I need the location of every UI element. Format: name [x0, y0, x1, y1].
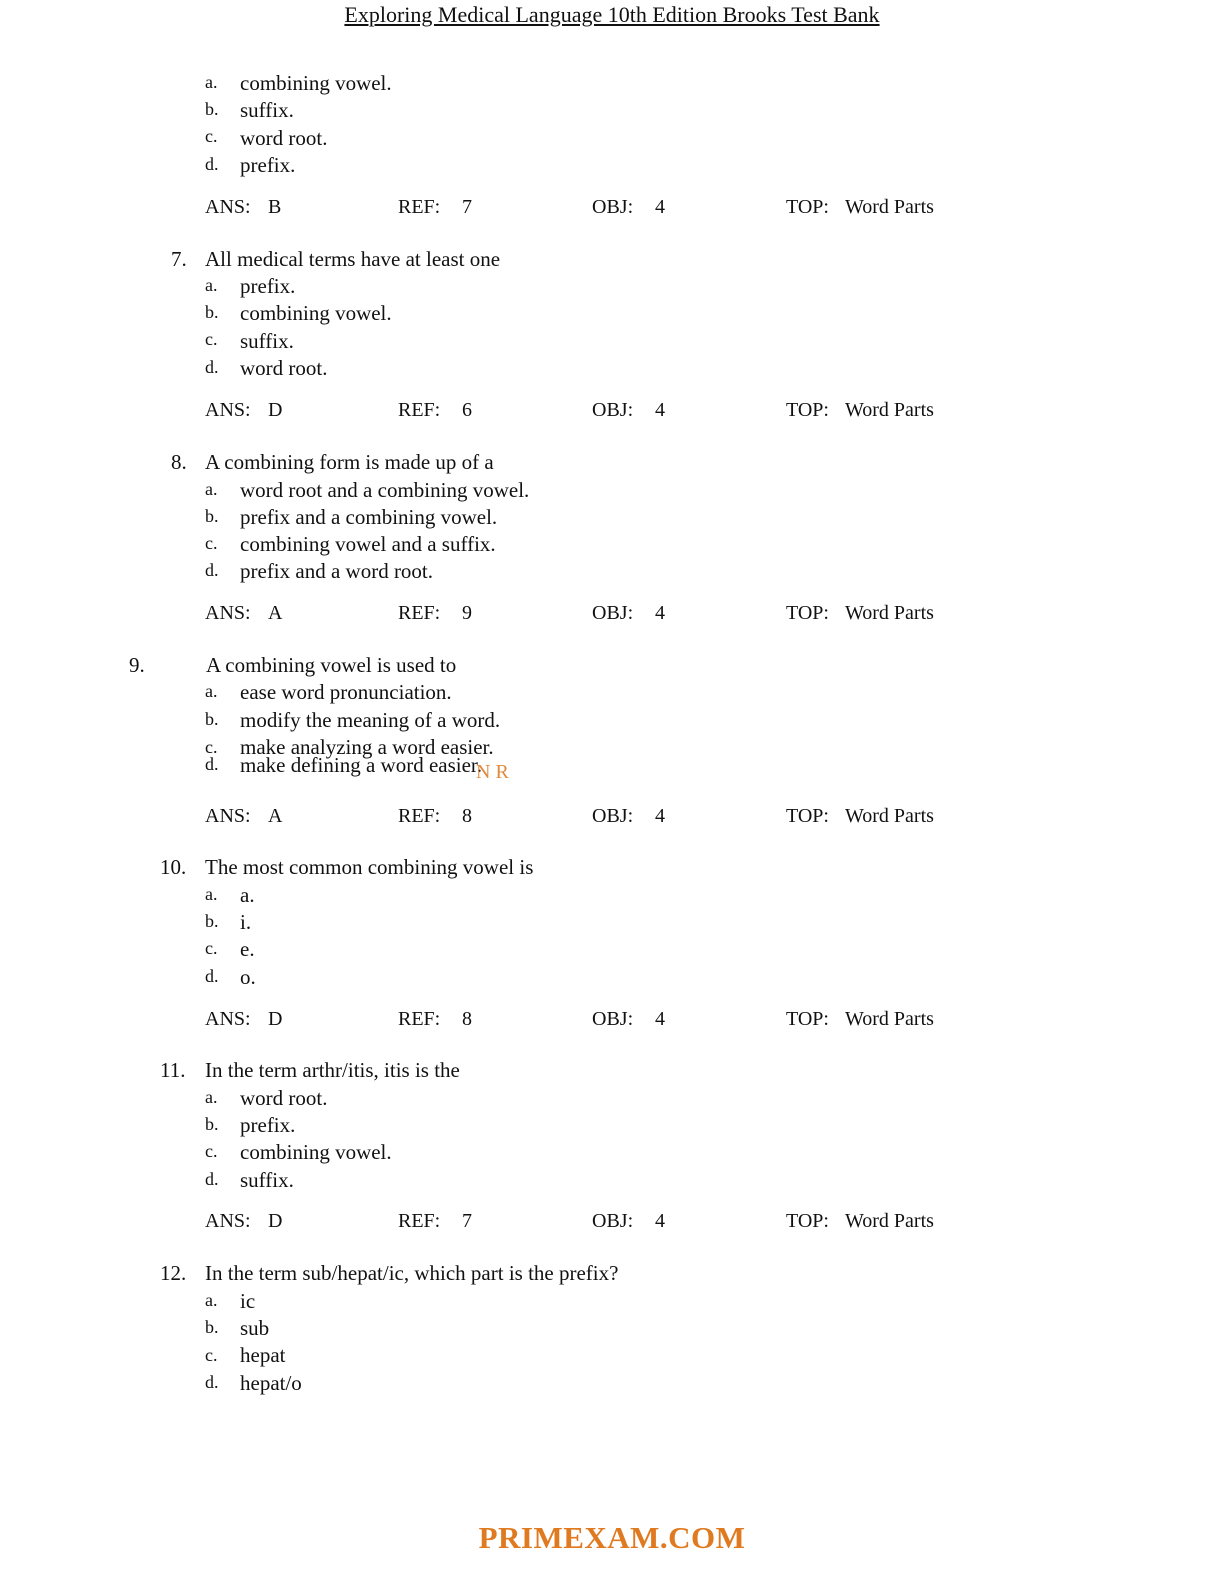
top-value: Word Parts	[845, 602, 934, 624]
option-letter: c.	[205, 126, 218, 146]
ref-value: 8	[462, 1008, 472, 1030]
option-letter: d.	[205, 154, 219, 174]
option-text: suffix.	[240, 329, 294, 353]
option-text: prefix.	[240, 153, 296, 177]
ans-value: D	[268, 1008, 283, 1030]
ref-value: 6	[462, 399, 472, 421]
option-text: word root.	[240, 356, 328, 380]
option-letter: b.	[205, 302, 219, 322]
top-label: TOP:	[786, 196, 829, 218]
top-label: TOP:	[786, 399, 829, 421]
question-number: 10.	[160, 855, 187, 879]
top-label: TOP:	[786, 805, 829, 827]
question-number: 11.	[160, 1058, 186, 1082]
option-letter: d.	[205, 966, 219, 986]
option-text: suffix.	[240, 98, 294, 122]
top-label: TOP:	[786, 602, 829, 624]
obj-label: OBJ:	[592, 1008, 634, 1030]
question-number: 7.	[171, 247, 187, 271]
ans-value: D	[268, 1210, 283, 1232]
option-text: combining vowel.	[240, 1140, 392, 1164]
option-letter: a.	[205, 275, 218, 295]
obj-value: 4	[655, 602, 665, 624]
option-letter: b.	[205, 1114, 219, 1134]
footer-site-watermark: PRIMEXAM.COM	[478, 1520, 746, 1555]
option-letter: b.	[205, 709, 219, 729]
option-text: combining vowel and a suffix.	[240, 532, 496, 556]
obj-value: 4	[655, 1210, 665, 1232]
top-value: Word Parts	[845, 805, 934, 827]
ref-label: REF:	[398, 196, 441, 218]
ans-label: ANS:	[205, 1008, 251, 1030]
option-text: word root.	[240, 126, 328, 150]
top-value: Word Parts	[845, 399, 934, 421]
ref-value: 7	[462, 1210, 472, 1232]
option-letter: c.	[205, 1345, 218, 1365]
option-letter: c.	[205, 533, 218, 553]
obj-value: 4	[655, 399, 665, 421]
top-value: Word Parts	[845, 196, 934, 218]
question-stem: In the term sub/hepat/ic, which part is the prefix?	[205, 1261, 619, 1285]
ans-label: ANS:	[205, 196, 251, 218]
option-letter: c.	[205, 938, 218, 958]
option-text: modify the meaning of a word.	[240, 708, 501, 732]
option-text: prefix and a combining vowel.	[240, 505, 498, 529]
option-letter: a.	[205, 884, 218, 904]
option-letter: c.	[205, 329, 218, 349]
option-letter: a.	[205, 681, 218, 701]
option-letter: c.	[205, 1141, 218, 1161]
option-text: i.	[240, 910, 252, 934]
ref-label: REF:	[398, 602, 441, 624]
ans-label: ANS:	[205, 399, 251, 421]
option-letter: b.	[205, 911, 219, 931]
ans-value: A	[268, 805, 283, 827]
watermark-letters: N R	[476, 761, 509, 783]
option-letter: d.	[205, 357, 219, 377]
option-letter: b.	[205, 99, 219, 119]
option-text: combining vowel.	[240, 301, 392, 325]
document-header-title: Exploring Medical Language 10th Edition Brooks Test Bank	[344, 2, 880, 27]
option-text: prefix.	[240, 274, 296, 298]
obj-label: OBJ:	[592, 196, 634, 218]
obj-value: 4	[655, 805, 665, 827]
option-letter: a.	[205, 479, 218, 499]
ref-value: 8	[462, 805, 472, 827]
option-letter: b.	[205, 1317, 219, 1337]
option-text: word root.	[240, 1086, 328, 1110]
option-letter: d.	[205, 1169, 219, 1189]
question-stem: In the term arthr/itis, itis is the	[205, 1058, 460, 1082]
option-text: word root and a combining vowel.	[240, 478, 530, 502]
option-text: prefix.	[240, 1113, 296, 1137]
top-value: Word Parts	[845, 1210, 934, 1232]
obj-label: OBJ:	[592, 602, 634, 624]
option-letter: d.	[205, 754, 219, 774]
question-number: 9.	[129, 653, 145, 677]
ref-label: REF:	[398, 1210, 441, 1232]
option-text: e.	[240, 937, 255, 961]
option-letter: b.	[205, 506, 219, 526]
option-text: ease word pronunciation.	[240, 680, 452, 704]
option-text: hepat	[240, 1343, 286, 1367]
option-text: prefix and a word root.	[240, 559, 434, 583]
top-label: TOP:	[786, 1008, 829, 1030]
option-text: a.	[240, 883, 255, 907]
ans-value: A	[268, 602, 283, 624]
option-letter: c.	[205, 737, 218, 757]
question-stem: A combining vowel is used to	[206, 653, 457, 677]
option-text: sub	[240, 1316, 270, 1340]
option-text: combining vowel.	[240, 71, 392, 95]
ans-label: ANS:	[205, 1210, 251, 1232]
obj-label: OBJ:	[592, 805, 634, 827]
obj-value: 4	[655, 1008, 665, 1030]
option-letter: d.	[205, 560, 219, 580]
top-label: TOP:	[786, 1210, 829, 1232]
option-text: make defining a word easier.	[240, 753, 482, 777]
ans-value: D	[268, 399, 283, 421]
option-letter: d.	[205, 1372, 219, 1392]
ans-value: B	[268, 196, 282, 218]
option-text: ic	[240, 1289, 256, 1313]
option-text: suffix.	[240, 1168, 294, 1192]
question-stem: The most common combining vowel is	[205, 855, 534, 879]
obj-label: OBJ:	[592, 1210, 634, 1232]
obj-value: 4	[655, 196, 665, 218]
obj-label: OBJ:	[592, 399, 634, 421]
option-text: hepat/o	[240, 1371, 302, 1395]
ref-value: 9	[462, 602, 472, 624]
ref-label: REF:	[398, 805, 441, 827]
ref-label: REF:	[398, 399, 441, 421]
ref-label: REF:	[398, 1008, 441, 1030]
option-letter: a.	[205, 1087, 218, 1107]
question-number: 8.	[171, 450, 187, 474]
question-number: 12.	[160, 1261, 187, 1285]
ans-label: ANS:	[205, 602, 251, 624]
option-text: make analyzing a word easier.	[240, 735, 494, 759]
option-letter: a.	[205, 1290, 218, 1310]
question-stem: All medical terms have at least one	[205, 247, 501, 271]
option-text: o.	[240, 965, 256, 989]
top-value: Word Parts	[845, 1008, 934, 1030]
question-stem: A combining form is made up of a	[205, 450, 494, 474]
ref-value: 7	[462, 196, 472, 218]
ans-label: ANS:	[205, 805, 251, 827]
option-letter: a.	[205, 72, 218, 92]
